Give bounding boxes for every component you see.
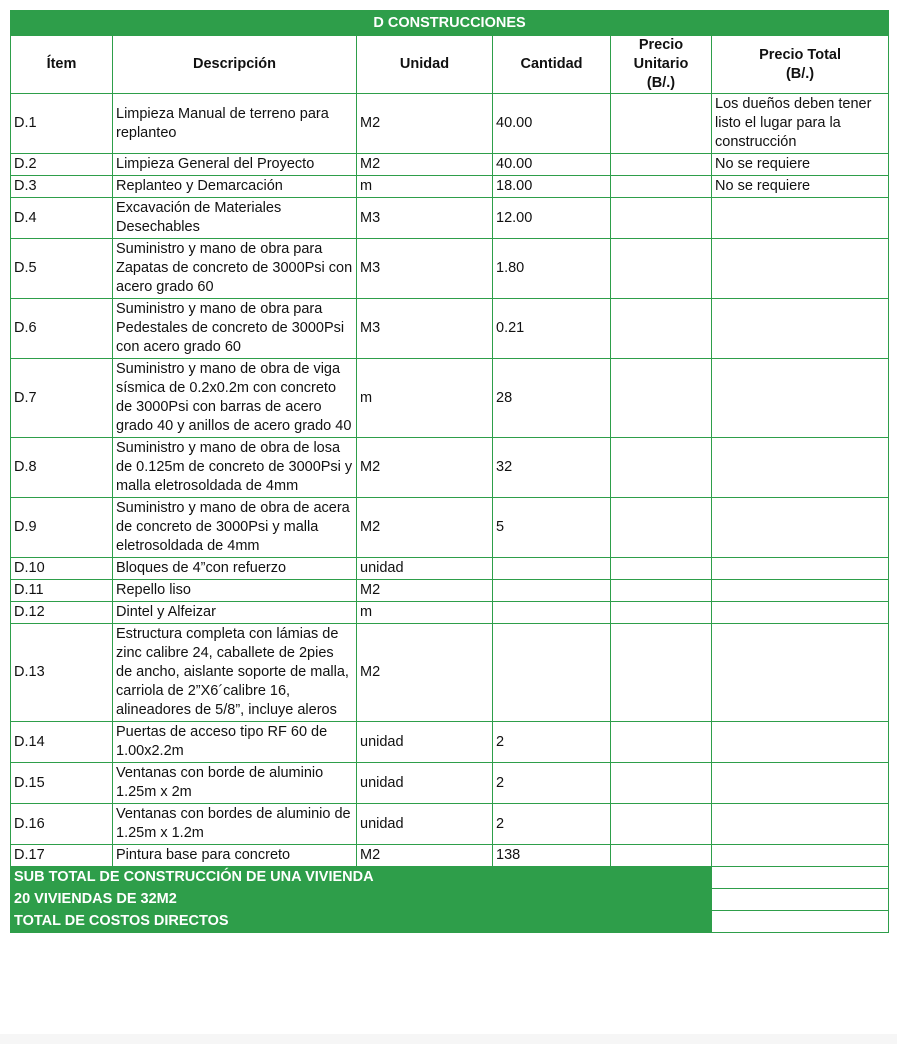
table-row	[11, 602, 889, 624]
cell-precio-total	[712, 580, 889, 602]
cell-item: D.15	[11, 763, 113, 804]
cell-item: D.8	[11, 438, 113, 498]
cell-cantidad: 18.00	[493, 176, 611, 198]
cell-precio-total	[712, 602, 889, 624]
cell-cantidad: 2	[493, 804, 611, 845]
table-row	[11, 722, 889, 763]
cell-item: D.16	[11, 804, 113, 845]
cell-precio-unitario	[611, 154, 712, 176]
cell-descripcion: Suministro y mano de obra de losa de 0.125m de concreto de 3000Psi y malla eletrosoldada de 4mm	[113, 438, 357, 498]
table-row	[11, 580, 889, 602]
cell-unidad: m	[357, 359, 493, 438]
cell-item: D.11	[11, 580, 113, 602]
cell-unidad: M3	[357, 198, 493, 239]
cell-cantidad: 138	[493, 845, 611, 867]
summary-row	[11, 867, 889, 889]
cell-unidad: M2	[357, 845, 493, 867]
cell-unidad: M2	[357, 438, 493, 498]
cell-unidad: M3	[357, 299, 493, 359]
cell-unidad: m	[357, 602, 493, 624]
cell-precio-unitario	[611, 763, 712, 804]
cell-precio-total	[712, 558, 889, 580]
cell-unidad: unidad	[357, 763, 493, 804]
header-precio-unitario-line3: (B/.)	[646, 75, 676, 91]
table-row	[11, 359, 889, 438]
header-unidad: Unidad	[357, 36, 493, 94]
cell-item: D.13	[11, 624, 113, 722]
cell-precio-total	[712, 438, 889, 498]
cell-descripcion: Repello liso	[113, 580, 357, 602]
cell-precio-unitario	[611, 359, 712, 438]
cell-descripcion: Limpieza Manual de terreno para replanteo	[113, 94, 357, 154]
table-row	[11, 498, 889, 558]
cell-cantidad: 2	[493, 763, 611, 804]
header-precio-unitario	[611, 36, 712, 94]
cell-precio-total	[712, 198, 889, 239]
cell-precio-total	[712, 299, 889, 359]
cell-cantidad: 5	[493, 498, 611, 558]
header-precio-total	[712, 36, 889, 94]
summary-label: TOTAL DE COSTOS DIRECTOS	[11, 911, 712, 933]
cell-unidad: M3	[357, 239, 493, 299]
cell-item: D.9	[11, 498, 113, 558]
header-descripcion: Descripción	[113, 36, 357, 94]
cell-precio-unitario	[611, 198, 712, 239]
cell-descripcion: Estructura completa con lámias de zinc calibre 24, caballete de 2pies de ancho, aislante soporte de malla, carriola de 2”X6´calibre 16, alineadores de 5/8”, incluye aleros	[113, 624, 357, 722]
header-precio-total-line2: (B/.)	[785, 65, 815, 82]
summary-value	[712, 911, 889, 933]
cell-cantidad	[493, 602, 611, 624]
cell-precio-unitario	[611, 176, 712, 198]
cell-precio-unitario	[611, 845, 712, 867]
cell-precio-total	[712, 722, 889, 763]
header-precio-unitario-line2: Unitario	[633, 56, 689, 72]
table-title: D CONSTRUCCIONES	[11, 11, 889, 36]
summary-value	[712, 889, 889, 911]
cell-unidad: unidad	[357, 804, 493, 845]
table-title-row	[11, 11, 889, 36]
cell-cantidad: 40.00	[493, 154, 611, 176]
cell-cantidad: 32	[493, 438, 611, 498]
cell-descripcion: Bloques de 4”con refuerzo	[113, 558, 357, 580]
cell-unidad: M2	[357, 154, 493, 176]
cell-precio-unitario	[611, 558, 712, 580]
cell-unidad: M2	[357, 624, 493, 722]
construction-budget-table	[10, 10, 889, 933]
cell-cantidad	[493, 558, 611, 580]
table-row	[11, 94, 889, 154]
cell-precio-total: No se requiere	[712, 154, 889, 176]
cell-precio-unitario	[611, 722, 712, 763]
cell-item: D.3	[11, 176, 113, 198]
cell-cantidad	[493, 580, 611, 602]
cell-precio-total	[712, 624, 889, 722]
cell-descripcion: Pintura base para concreto	[113, 845, 357, 867]
cell-precio-total	[712, 239, 889, 299]
cell-descripcion: Ventanas con borde de aluminio 1.25m x 2m	[113, 763, 357, 804]
cell-cantidad: 0.21	[493, 299, 611, 359]
cell-cantidad: 40.00	[493, 94, 611, 154]
cell-descripcion: Ventanas con bordes de aluminio de 1.25m x 1.2m	[113, 804, 357, 845]
summary-label: 20 VIVIENDAS DE 32M2	[11, 889, 712, 911]
column-header-row	[11, 36, 889, 94]
cell-precio-total	[712, 498, 889, 558]
cell-precio-unitario	[611, 94, 712, 154]
table-row	[11, 154, 889, 176]
cell-item: D.5	[11, 239, 113, 299]
cell-precio-unitario	[611, 804, 712, 845]
cell-unidad: M2	[357, 498, 493, 558]
cell-descripcion: Suministro y mano de obra para Pedestales de concreto de 3000Psi con acero grado 60	[113, 299, 357, 359]
cell-descripcion: Limpieza General del Proyecto	[113, 154, 357, 176]
cell-cantidad	[493, 624, 611, 722]
cell-descripcion: Dintel y Alfeizar	[113, 602, 357, 624]
header-cantidad: Cantidad	[493, 36, 611, 94]
cell-precio-total	[712, 845, 889, 867]
cell-cantidad: 2	[493, 722, 611, 763]
cell-precio-total	[712, 359, 889, 438]
cell-precio-total: No se requiere	[712, 176, 889, 198]
table-row	[11, 558, 889, 580]
cell-precio-unitario	[611, 580, 712, 602]
cell-item: D.10	[11, 558, 113, 580]
cell-precio-unitario	[611, 299, 712, 359]
cell-descripcion: Puertas de acceso tipo RF 60 de 1.00x2.2m	[113, 722, 357, 763]
page-bottom-edge	[0, 1034, 897, 1044]
cell-descripcion: Excavación de Materiales Desechables	[113, 198, 357, 239]
table-row	[11, 438, 889, 498]
table-row	[11, 176, 889, 198]
cell-precio-unitario	[611, 239, 712, 299]
header-precio-unitario-line1: Precio	[638, 37, 684, 53]
header-item: Ítem	[11, 36, 113, 94]
cell-item: D.14	[11, 722, 113, 763]
table-body	[11, 94, 889, 867]
table-row	[11, 763, 889, 804]
summary-row	[11, 889, 889, 911]
cell-item: D.7	[11, 359, 113, 438]
cell-precio-unitario	[611, 438, 712, 498]
cell-item: D.6	[11, 299, 113, 359]
summary-label: SUB TOTAL DE CONSTRUCCIÓN DE UNA VIVIENDA	[11, 867, 712, 889]
cell-precio-unitario	[611, 498, 712, 558]
cell-descripcion: Suministro y mano de obra para Zapatas de concreto de 3000Psi con acero grado 60	[113, 239, 357, 299]
cell-precio-unitario	[611, 602, 712, 624]
table-row	[11, 624, 889, 722]
cell-precio-total	[712, 804, 889, 845]
cell-precio-total	[712, 763, 889, 804]
header-precio-total-line1: Precio Total	[759, 46, 841, 63]
cell-item: D.2	[11, 154, 113, 176]
cell-unidad: M2	[357, 94, 493, 154]
cell-unidad: unidad	[357, 558, 493, 580]
cell-descripcion: Replanteo y Demarcación	[113, 176, 357, 198]
table-row	[11, 804, 889, 845]
cell-item: D.12	[11, 602, 113, 624]
cell-precio-total: Los dueños deben tener listo el lugar para la construcción	[712, 94, 889, 154]
table-row	[11, 299, 889, 359]
cell-cantidad: 1.80	[493, 239, 611, 299]
cell-unidad: M2	[357, 580, 493, 602]
cell-descripcion: Suministro y mano de obra de viga sísmica de 0.2x0.2m con concreto de 3000Psi con barras de acero grado 40 y anillos de acero grado 40	[113, 359, 357, 438]
summary-value	[712, 867, 889, 889]
table-row	[11, 239, 889, 299]
table-row	[11, 198, 889, 239]
cell-item: D.17	[11, 845, 113, 867]
summary-row	[11, 911, 889, 933]
cell-precio-unitario	[611, 624, 712, 722]
summary-body	[11, 867, 889, 933]
cell-unidad: m	[357, 176, 493, 198]
cell-item: D.4	[11, 198, 113, 239]
cell-item: D.1	[11, 94, 113, 154]
cell-cantidad: 12.00	[493, 198, 611, 239]
cell-cantidad: 28	[493, 359, 611, 438]
cell-unidad: unidad	[357, 722, 493, 763]
cell-descripcion: Suministro y mano de obra de acera de concreto de 3000Psi y malla eletrosoldada de 4mm	[113, 498, 357, 558]
table-row	[11, 845, 889, 867]
